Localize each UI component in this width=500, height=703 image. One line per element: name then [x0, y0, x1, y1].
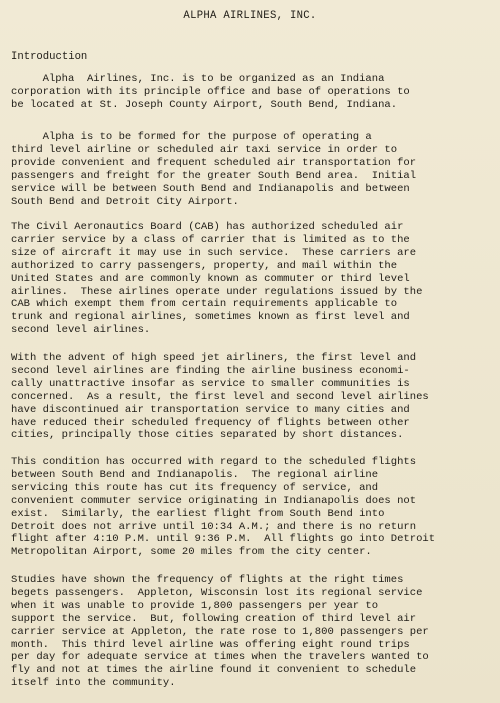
paragraph-organization: Alpha Airlines, Inc. is to be organized as an Indiana corporation with its principle office and base of operations to be located at St. Joseph County Airport, South Bend, Indiana.: [11, 73, 410, 111]
paragraph-route-condition: This condition has occurred with regard to the scheduled flights between South Bend and Indianapolis. The regional airline servicing this route has cut its frequency of service, and convenient commuter service originating in Indianapolis does not exist. Similarly, the earliest flight from South Bend into Detroit does not arrive until 10:34 A.M.; and there is no return flight after 4:10 P.M. until 9:36 P.M. All flights go into Detroit Metropolitan Airport, some 20 miles from the city center.: [11, 456, 436, 559]
section-heading: Introduction: [11, 51, 88, 63]
paragraph-purpose: Alpha is to be formed for the purpose of operating a third level airline or scheduled air taxi service in order to provide convenient and frequent scheduled air transportation for passengers and freight for the greater South Bend area. Initial service will be between South Bend and Indianapolis and between South Bend and Detroit City Airport.: [11, 131, 417, 208]
paragraph-studies: Studies have shown the frequency of flights at the right times begets passengers. Appleton, Wisconsin lost its regional service when it was unable to provide 1,800 passengers per year to support the service. But, following creation of third level air carrier service at Appleton, the rate rose to 1,800 passengers per month. This third level airline was offering eight round trips per day for adequate service at times when the travelers wanted to fly and not at times the airline found it convenient to schedule itself into the community.: [11, 574, 429, 690]
paragraph-cab-authorization: The Civil Aeronautics Board (CAB) has authorized scheduled air carrier service by a class of carrier that is limited as to the size of aircraft it may use in such service. These carriers are authorized to carry passengers, property, and mail within the United States and are commonly known as commuter or third level airlines. These airlines operate under regulations issued by the CAB which exempt them from certain requirements applicable to trunk and regional airlines, sometimes known as first level and second level airlines.: [11, 221, 423, 337]
paragraph-jet-airliners: With the advent of high speed jet airliners, the first level and second level airlines are finding the airline business economi- cally unattractive insofar as service to smaller communities is concerned. As a result, the first level and second level airlines have discontinued air transportation service to many cities and have reduced their scheduled frequency of flights between other cities, principally those cities separated by short distances.: [11, 352, 429, 442]
document-title: ALPHA AIRLINES, INC.: [183, 10, 317, 22]
